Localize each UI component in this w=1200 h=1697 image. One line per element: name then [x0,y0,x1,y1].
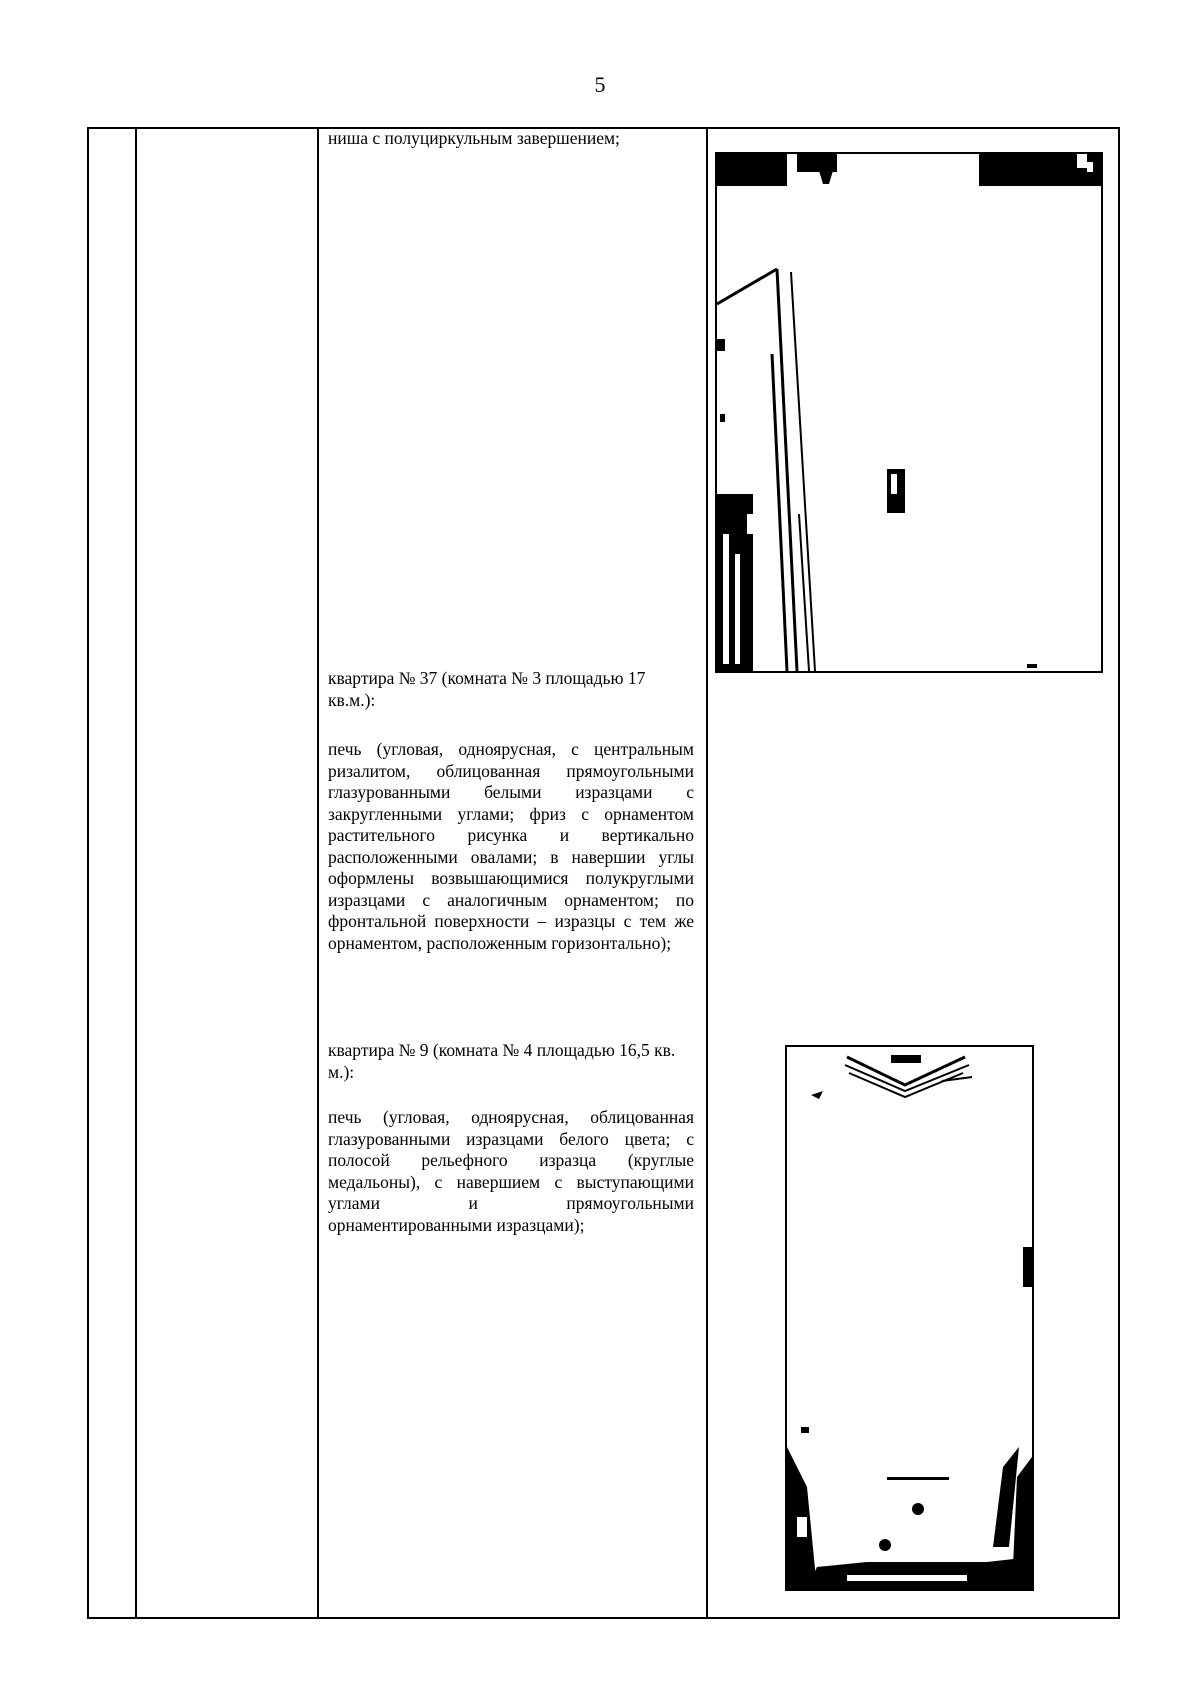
stove-photo [785,1045,1034,1591]
niche-photo [715,152,1103,673]
niche-photo-graphic [717,154,1101,671]
apartment-37-stove-description: печь (угловая, одноярусная, с центральным ризалитом, облицованная прямоугольными глазурованными белыми изразцами с закругленными углами; фриз с орнаментом растительного рисунка и вертикально расположенными овалами; в навершии углы оформлены возвышающимися полукруглыми изразцами с аналогичным орнаментом; по фронтальной поверхности – изразцы с тем же орнаментом, расположенным горизонтально); [328,739,694,953]
apartment-37-heading: квартира № 37 (комната № 3 площадью 17 кв.м.): [328,668,646,710]
niche-text: ниша с полуциркульным завершением; [328,128,620,148]
column-divider-2 [317,129,319,1617]
column-divider-3 [706,129,708,1617]
apartment-9-stove-description: печь (угловая, одноярусная, облицованная глазурованными изразцами белого цвета; с полосой рельефного изразца (круглые медальоны), с навершием с выступающими углами и прямоугольными орнаментированными изразцами); [328,1107,694,1235]
column-divider-1 [135,129,137,1617]
stove-photo-graphic [787,1047,1032,1589]
apartment-9-heading: квартира № 9 (комната № 4 площадью 16,5 кв. м.): [328,1040,676,1082]
page-number: 5 [594,72,606,97]
